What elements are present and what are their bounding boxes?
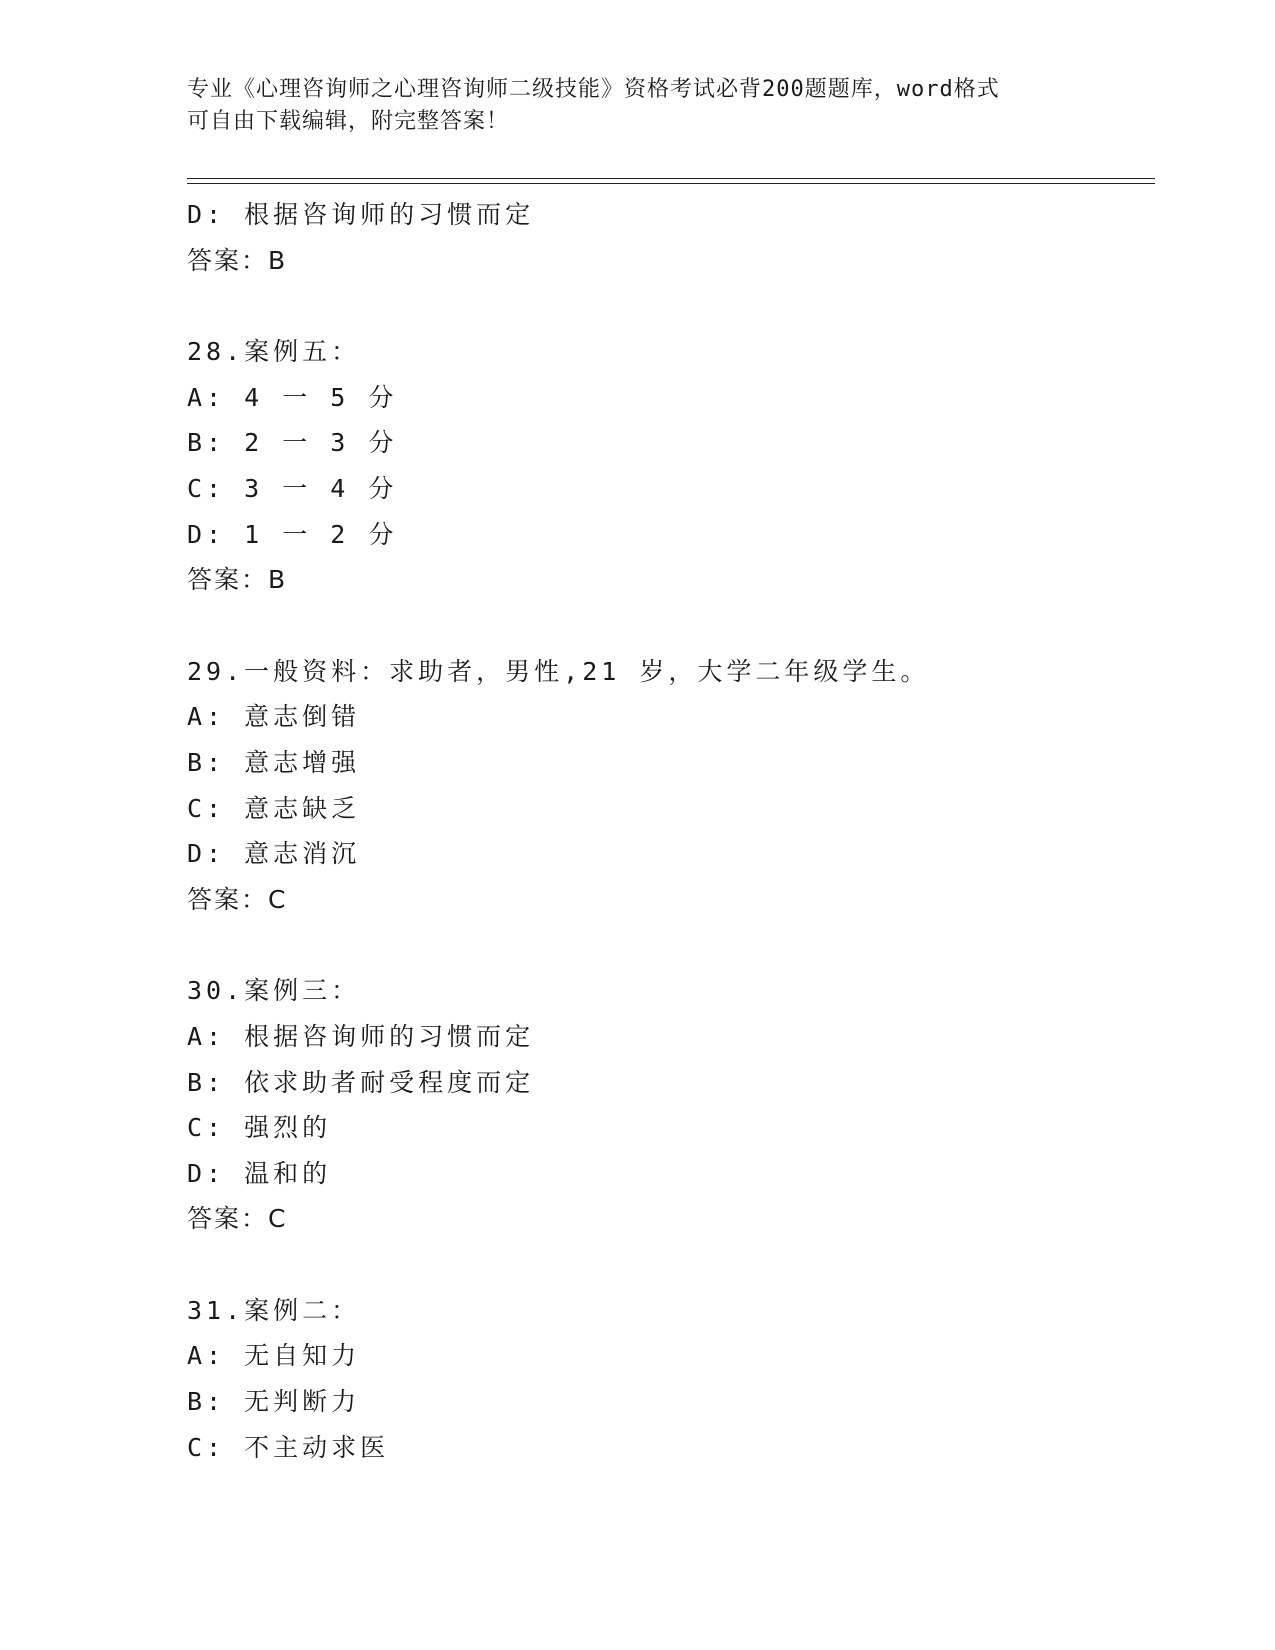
option-a: A: 无自知力 [187, 1341, 361, 1371]
answer-line: 答案：C [187, 1204, 288, 1234]
option-d: D: 1 一 2 分 [187, 519, 398, 549]
header-divider-bottom [187, 183, 1155, 184]
option-d: D: 温和的 [187, 1158, 332, 1188]
header-divider-top [187, 178, 1155, 179]
option-a: A: 4 一 5 分 [187, 382, 398, 412]
question-fragment [187, 192, 1147, 283]
option-d: D: 根据咨询师的习惯而定 [187, 200, 535, 229]
option-d: D: 意志消沉 [187, 839, 361, 869]
option-b: B: 依求助者耐受程度而定 [187, 1067, 535, 1097]
question-title: 30.案例三： [187, 976, 361, 1006]
answer-line: 答案：B [187, 245, 288, 275]
question-31 [187, 1288, 1147, 1470]
document-header [187, 74, 1067, 138]
question-30 [187, 968, 1147, 1242]
question-title: 28.案例五： [187, 337, 361, 367]
option-c: C: 3 一 4 分 [187, 473, 398, 503]
option-a: A: 意志倒错 [187, 702, 361, 732]
question-list [187, 192, 1147, 1470]
option-b: B: 2 一 3 分 [187, 428, 398, 458]
answer-line: 答案：B [187, 565, 288, 595]
option-c: C: 不主动求医 [187, 1432, 390, 1462]
option-b: B: 意志增强 [187, 747, 361, 777]
question-29 [187, 649, 1147, 923]
header-line-1: 专业《心理咨询师之心理咨询师二级技能》资格考试必背200题题库，word格式 [187, 77, 1000, 102]
question-title: 29.一般资料：求助者，男性,21 岁，大学二年级学生。 [187, 656, 930, 686]
answer-line: 答案：C [187, 884, 288, 914]
question-title: 31.案例二： [187, 1295, 361, 1325]
option-c: C: 意志缺乏 [187, 793, 361, 823]
question-28 [187, 329, 1147, 603]
option-b: B: 无判断力 [187, 1387, 361, 1417]
header-line-2: 可自由下载编辑，附完整答案！ [187, 109, 510, 134]
option-a: A: 根据咨询师的习惯而定 [187, 1021, 535, 1051]
option-c: C: 强烈的 [187, 1113, 332, 1143]
